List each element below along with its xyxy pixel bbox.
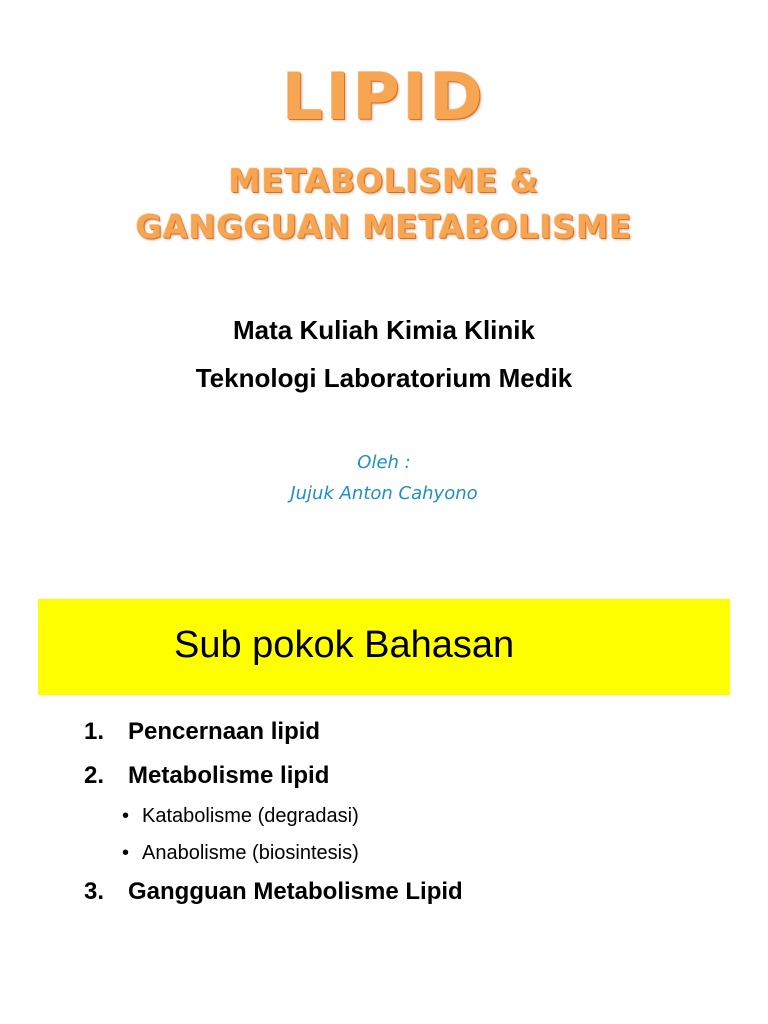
section-heading: Sub pokok Bahasan [174, 624, 515, 666]
course-name: Mata Kuliah Kimia Klinik [233, 315, 535, 345]
sub-list-item-label: Katabolisme (degradasi) [142, 805, 359, 827]
program-name: Teknologi Laboratorium Medik [195, 363, 573, 393]
slide-subtitle-line-1: METABOLISME & [228, 162, 540, 200]
list-item-number: 2. [84, 762, 105, 789]
author-label: Oleh : [357, 452, 411, 473]
sub-list-item [122, 802, 359, 830]
list-item-label: Metabolisme lipid [128, 762, 330, 789]
author-name: Jujuk Anton Cahyono [290, 483, 478, 504]
list-item-label: Pencernaan lipid [128, 718, 321, 745]
sub-list-item-label: Anabolisme (biosintesis) [142, 842, 359, 864]
list-item [84, 760, 329, 792]
list-item-number: 1. [84, 718, 105, 745]
section-banner [38, 599, 730, 695]
sub-list-item [122, 839, 359, 867]
bullet-icon: • [122, 842, 130, 864]
list-item [84, 876, 463, 908]
slide-title: LIPID [282, 61, 486, 135]
list-item-label: Gangguan Metabolisme Lipid [128, 878, 463, 905]
list-item-number: 3. [84, 878, 105, 905]
list-item [84, 716, 320, 748]
slide-subtitle-line-2: GANGGUAN METABOLISME [135, 208, 633, 246]
bullet-icon: • [122, 805, 130, 827]
